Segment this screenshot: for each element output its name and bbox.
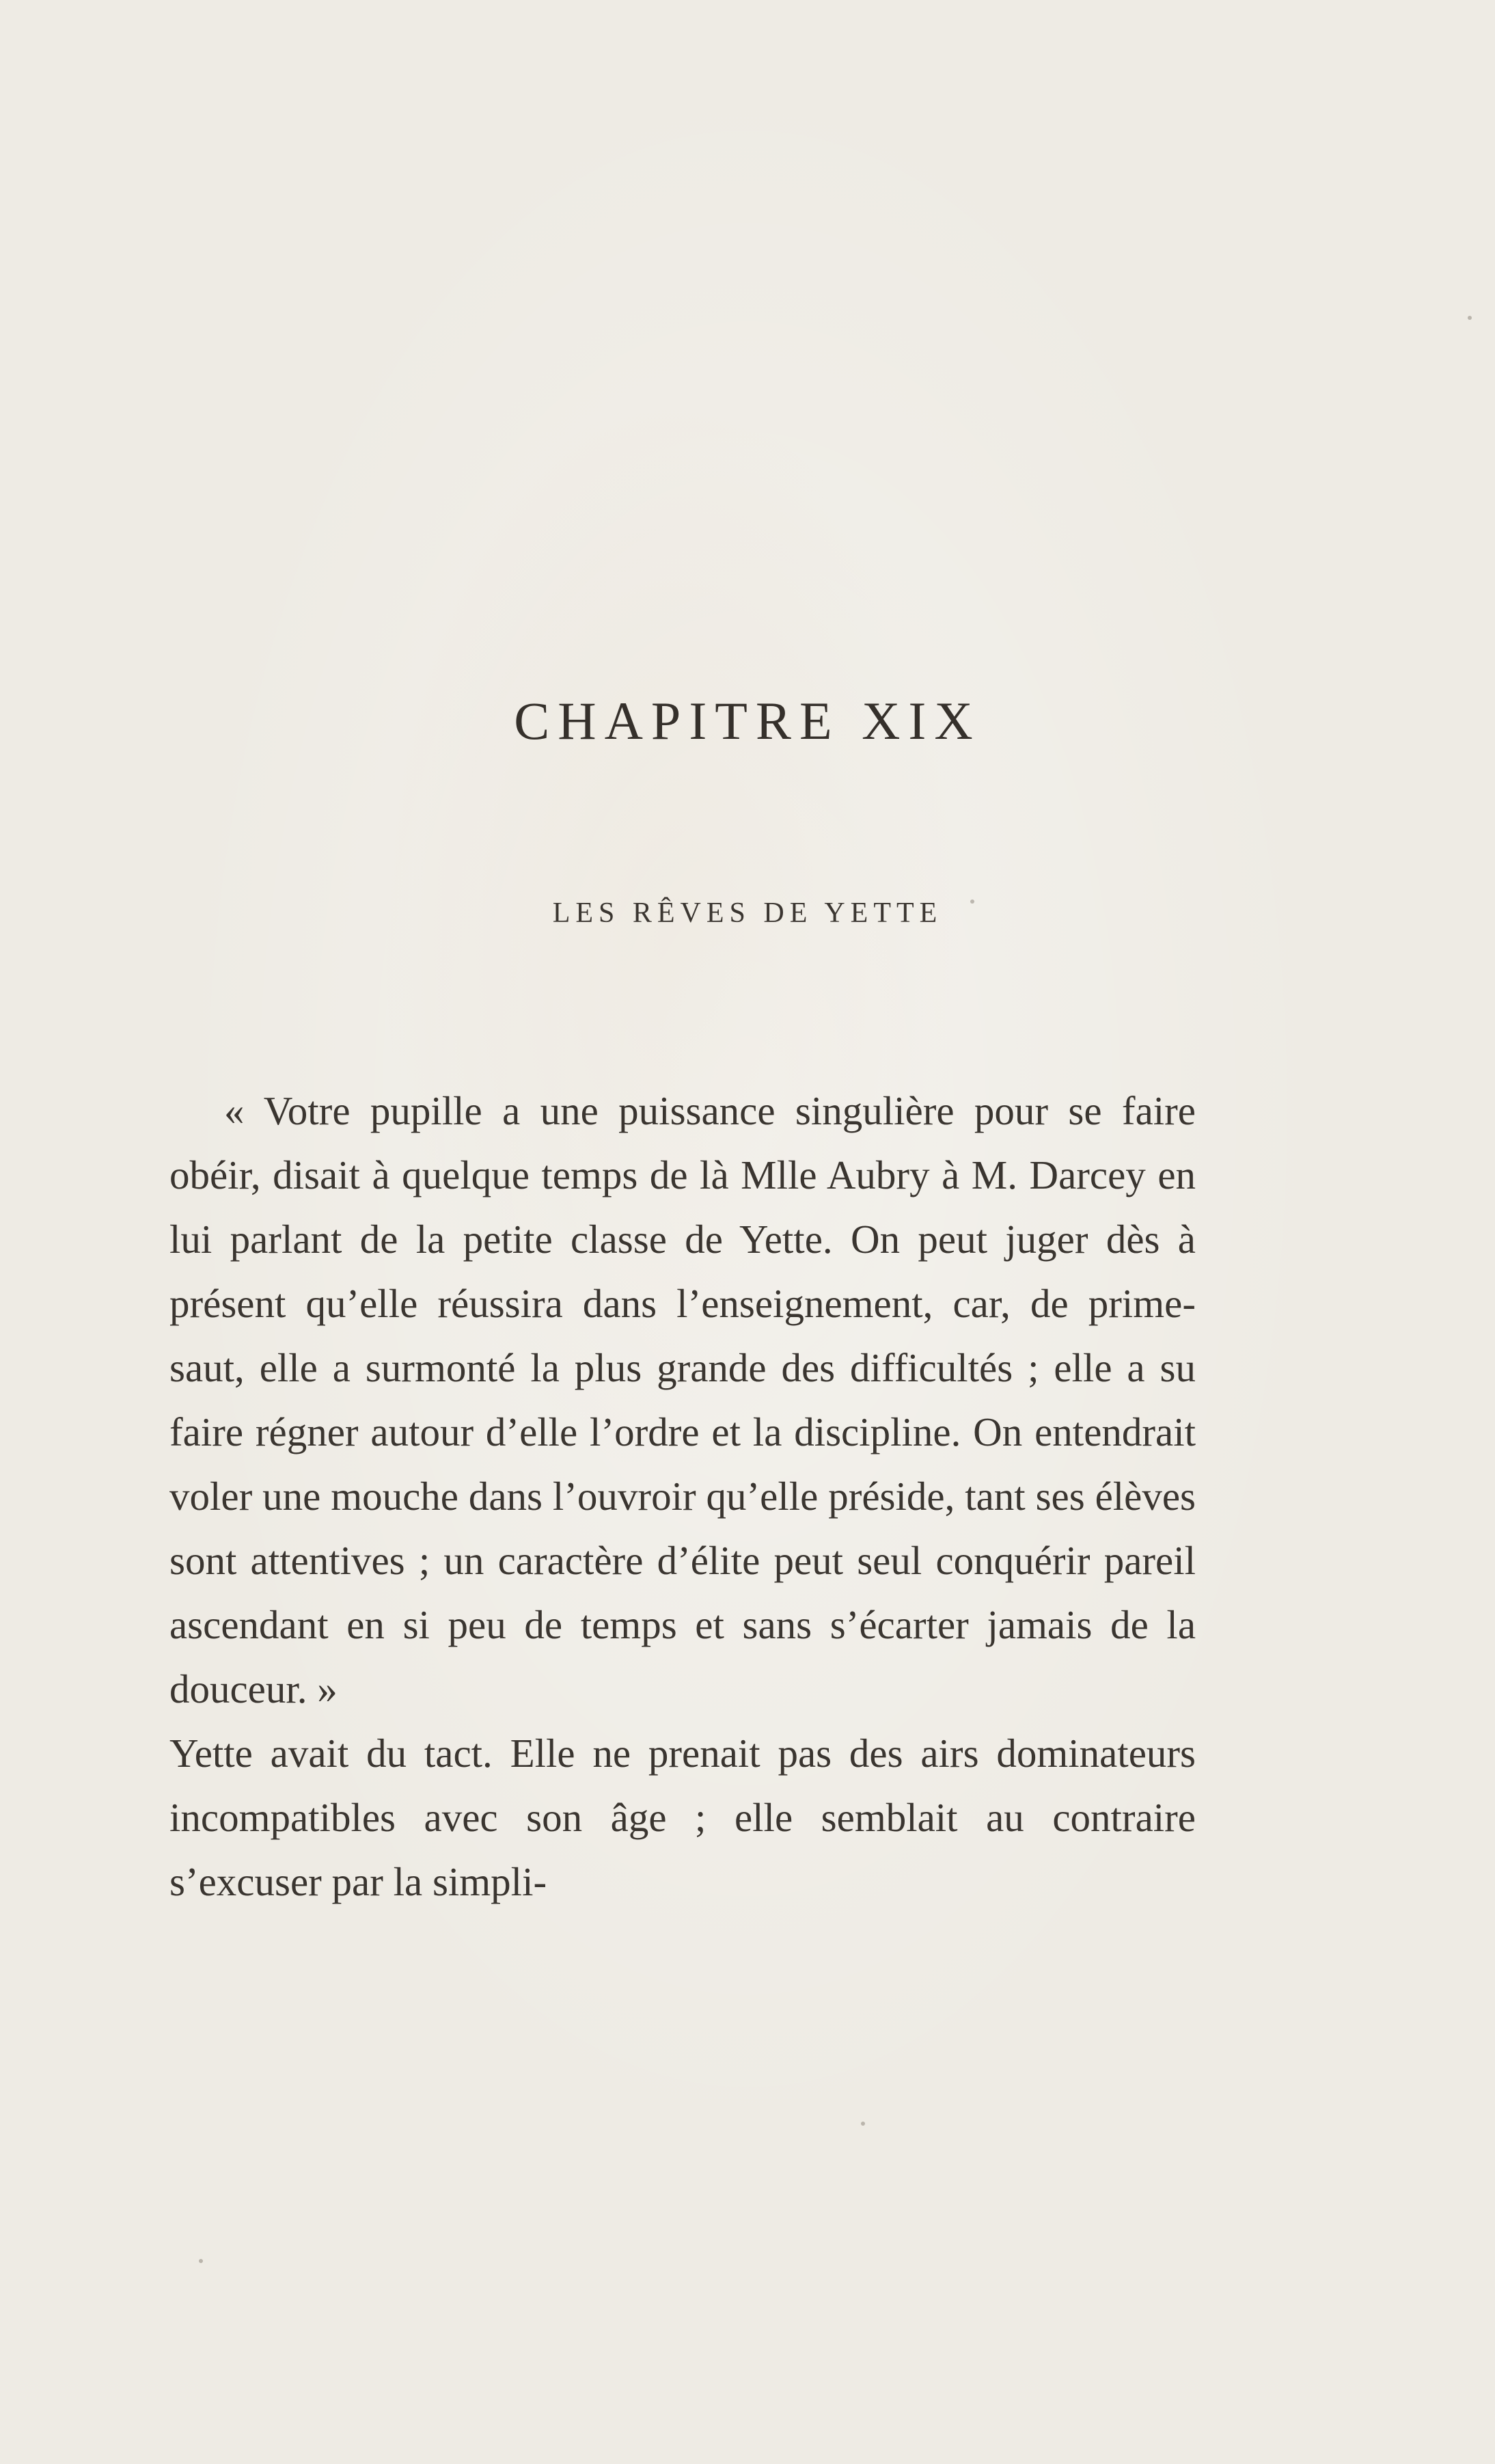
chapter-title: CHAPITRE XIX	[514, 691, 981, 750]
paragraph-1: « Votre pupille a une puissance singulière pour se faire obéir, disait à quelque temps de là Mlle Aubry à M. Darcey en lui parlant de la petite classe de Yette. On peut juger dès à présent qu’elle réussira dans l’enseignement, car, de prime-saut, elle a surmonté la plus grande des difficultés ; elle a su faire régner autour d’elle l’ordre et la discipline. On entendrait voler une mouche dans l’ouvroir qu’elle préside, tant ses élèves sont attentives ; un caractère d’élite peut seul conquérir pareil ascendant en si peu de temps et sans s’écarter jamais de la douceur. »	[169, 1088, 1196, 1711]
paper-speck	[861, 2122, 865, 2126]
paragraph-2: Yette avait du tact. Elle ne prenait pas des airs dominateurs incompatibles avec son âge ; elle semblait au contraire s’excuser par la simpli-	[169, 1731, 1196, 1904]
paper-speck	[970, 899, 974, 904]
chapter-subtitle: LES RÊVES DE YETTE	[552, 897, 943, 929]
paper-speck	[199, 2259, 203, 2263]
chapter-body	[169, 1079, 1196, 1914]
paper-speck	[1468, 316, 1472, 320]
